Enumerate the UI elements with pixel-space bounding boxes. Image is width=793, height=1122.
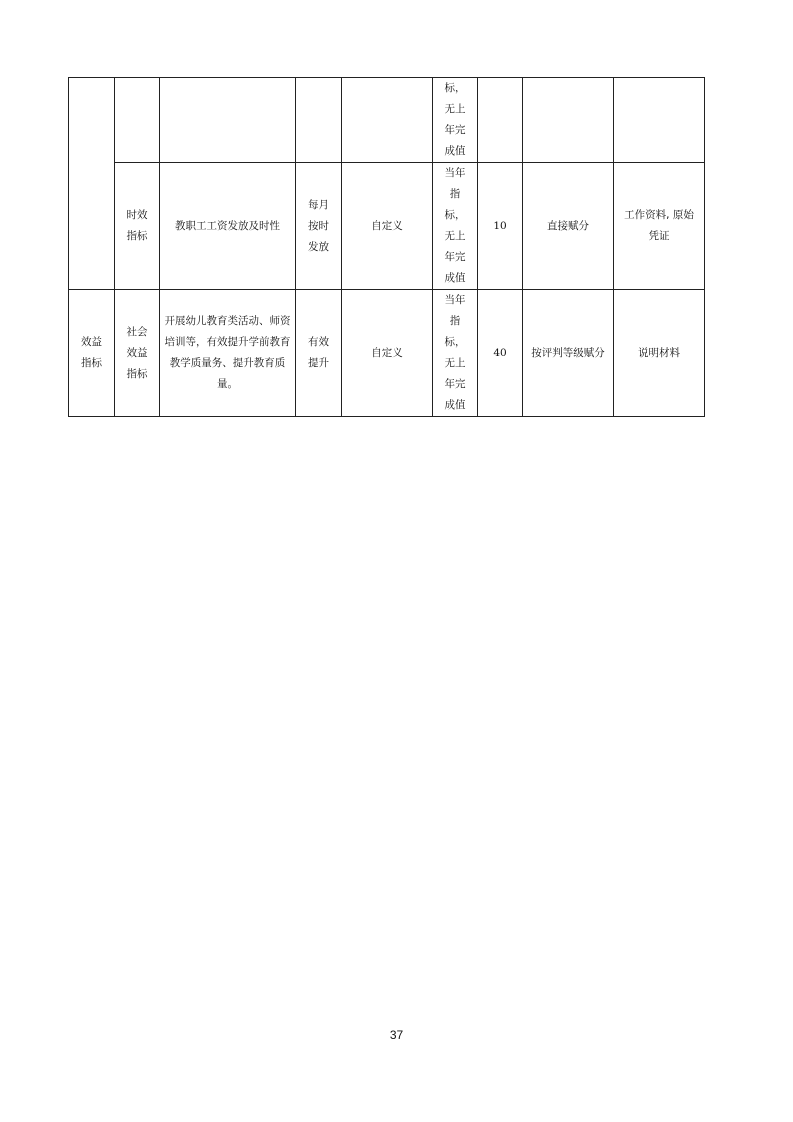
level1-indicator-cell: 效益 指标 — [69, 290, 115, 417]
table-row — [69, 163, 705, 290]
standard-cell: 当年 指 标， 无上 年完 成值 — [433, 290, 478, 417]
evidence-cell — [614, 78, 705, 163]
scoring-method-cell: 直接赋分 — [523, 163, 614, 290]
page-number: 37 — [389, 1028, 404, 1042]
evidence-cell: 工作资料, 原始 凭证 — [614, 163, 705, 290]
evidence-cell: 说明材料 — [614, 290, 705, 417]
standard-cell: 标， 无上 年完 成值 — [433, 78, 478, 163]
table-row — [69, 290, 705, 417]
table-row — [69, 78, 705, 163]
indicator-content-cell: 教职工工资发放及时性 — [160, 163, 296, 290]
score-cell: 40 — [478, 290, 523, 417]
indicator-content-cell: 开展幼儿教育类活动、师资培训等，有效提升学前教育教学质量务、提升教育质量。 — [160, 290, 296, 417]
indicator-content-cell — [160, 78, 296, 163]
level1-indicator-cell — [69, 78, 115, 290]
target-value-cell — [296, 78, 342, 163]
performance-indicator-table — [68, 77, 705, 417]
score-cell — [478, 78, 523, 163]
score-cell: 10 — [478, 163, 523, 290]
target-value-cell: 每月 按时 发放 — [296, 163, 342, 290]
standard-cell: 当年 指 标， 无上 年完 成值 — [433, 163, 478, 290]
indicator-type-cell: 自定义 — [342, 290, 433, 417]
scoring-method-cell — [523, 78, 614, 163]
level2-indicator-cell: 社会 效益 指标 — [115, 290, 160, 417]
indicator-type-cell: 自定义 — [342, 163, 433, 290]
level2-indicator-cell: 时效 指标 — [115, 163, 160, 290]
level2-indicator-cell — [115, 78, 160, 163]
indicator-type-cell — [342, 78, 433, 163]
scoring-method-cell: 按评判等级赋分 — [523, 290, 614, 417]
target-value-cell: 有效 提升 — [296, 290, 342, 417]
